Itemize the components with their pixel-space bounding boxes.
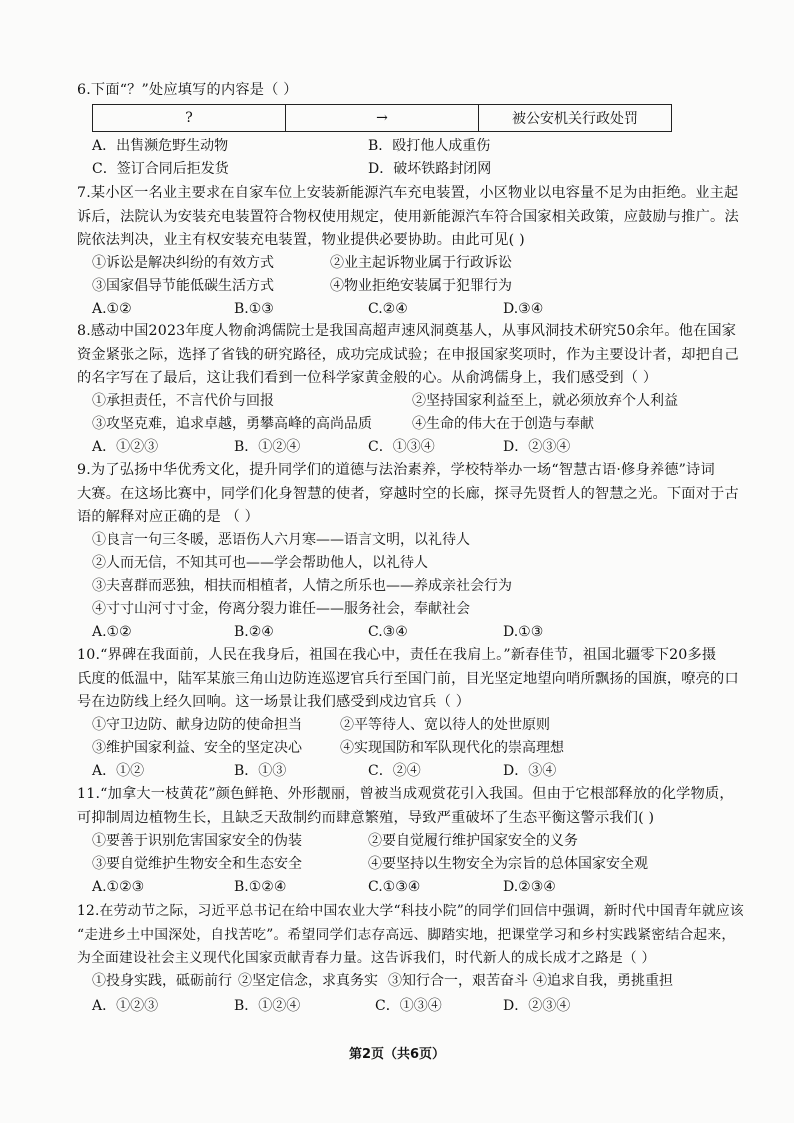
question-11-line-2: 可抑制周边植物生长，且缺乏天敌制约而肆意繁殖，导致严重破坏了生态平衡这警示我们( ): [77, 810, 655, 826]
question-12-option-c: C．①③④: [375, 998, 442, 1014]
question-6-flow-table: [92, 104, 672, 132]
question-12-statement-4: ④追求自我，勇挑重担: [533, 973, 673, 989]
question-9-statement-1: ①良言一句三冬暖，恶语伤人六月寒——语言文明，以礼待人: [92, 532, 470, 548]
question-6-option-b: B．殴打他人成重伤: [368, 138, 491, 154]
question-7-line-2: 诉后，法院认为安装充电装置符合物权使用规定，使用新能源汽车符合国家相关政策，应鼓励与推广。法: [77, 209, 739, 225]
question-11-option-d: D.②③④: [503, 879, 556, 895]
question-12-option-d: D．②③④: [503, 998, 571, 1014]
question-11-statement-3: ③要自觉维护生物安全和生态安全: [92, 856, 302, 872]
question-6-option-c: C．签订合同后拒发货: [92, 161, 229, 177]
question-8-statement-3: ③攻坚克难，追求卓越，勇攀高峰的高尚品质: [92, 416, 372, 432]
question-6-option-a: A．出售濒危野生动物: [92, 138, 229, 154]
question-12-statement-1: ①投身实践，砥砺前行: [92, 973, 232, 989]
question-6-stem: 6.下面“？”处应填写的内容是（ ）: [77, 82, 298, 98]
question-9-option-b: B.②④: [234, 624, 274, 640]
question-12-statement-3: ③知行合一，艰苦奋斗: [388, 973, 528, 989]
question-7-line-3: 院依法判决，业主有权安装充电装置，物业提供必要协助。由此可见( ): [77, 232, 525, 248]
question-9-option-d: D.①③: [503, 624, 544, 640]
question-8-line-3: 的名字写在了最后，这让我们看到一位科学家黄金般的心。从俞鸿儒身上，我们感受到（ ）: [77, 370, 658, 386]
question-10-option-a: A．①②: [92, 763, 145, 779]
question-8-statement-4: ④生命的伟大在于创造与奉献: [412, 416, 594, 432]
question-10-line-3: 号在边防线上经久回响。这一场景让我们感受到戍边官兵（ ）: [77, 694, 471, 710]
flow-cell-arrow: →: [286, 105, 479, 131]
question-12-statement-2: ②坚定信念，求真务实: [238, 973, 378, 989]
question-12-option-a: A．①②③: [92, 998, 159, 1014]
question-10-option-b: B．①③: [234, 763, 287, 779]
question-7-statement-2: ②业主起诉物业属于行政诉讼: [330, 255, 512, 271]
question-11-statement-2: ②要自觉履行维护国家安全的义务: [368, 833, 578, 849]
page-footer: 第2页（共6页）: [348, 1047, 446, 1062]
question-9-line-2: 大赛。在这场比赛中，同学们化身智慧的使者，穿越时空的长廊，探寻先贤哲人的智慧之光。下面对于古: [77, 486, 739, 502]
question-10-statement-1: ①守卫边防、献身边防的使命担当: [92, 717, 302, 733]
question-8-option-d: D．②③④: [503, 439, 571, 455]
flow-cell-result: 被公安机关行政处罚: [512, 111, 638, 127]
question-8-line-2: 资金紧张之际，选择了省钱的研究路径，成功完成试验；在申报国家奖项时，作为主要设计者，却把自己: [77, 347, 739, 363]
question-9-statement-4: ④寸寸山河寸寸金，侉离分裂力谁任——服务社会，奉献社会: [92, 601, 470, 617]
question-12-line-3: 为全面建设社会主义现代化国家贡献青春力量。这告诉我们，时代新人的成长成才之路是（ ）: [77, 950, 656, 966]
question-11-statement-4: ④要坚持以生物安全为宗旨的总体国家安全观: [368, 856, 648, 872]
question-9-line-1: 9.为了弘扬中华优秀文化，提升同学们的道德与法治素养，学校特举办一场“智慧古语·修身养德”诗词: [77, 462, 715, 478]
question-11-option-b: B.①②④: [234, 879, 287, 895]
question-12-option-b: B．①②④: [234, 998, 301, 1014]
question-6-option-d: D．破坏铁路封闭网: [368, 161, 492, 177]
question-9-statement-3: ③夫喜群而恶独，相扶而相植者，人情之所乐也——养成亲社会行为: [92, 578, 512, 594]
question-9-line-3: 语的解释对应正确的是 （ ）: [77, 509, 260, 525]
question-8-option-c: C．①③④: [368, 439, 435, 455]
question-11-line-1: 11.“加拿大一枝黄花”颜色鲜艳、外形靓丽，曾被当成观赏花引入我国。但由于它根部释放的化学物质，: [77, 786, 734, 802]
question-7-option-a: A.①②: [92, 301, 132, 317]
question-11-option-a: A.①②③: [92, 879, 145, 895]
question-10-option-d: D．③④: [503, 763, 557, 779]
question-9-statement-2: ②人而无信，不知其可也——学会帮助他人，以礼待人: [92, 555, 428, 571]
question-11-statement-1: ①要善于识别危害国家安全的伪装: [92, 833, 302, 849]
question-7-statement-1: ①诉讼是解决纠纷的有效方式: [92, 255, 274, 271]
question-9-option-c: C.③④: [368, 624, 408, 640]
question-7-statement-3: ③国家倡导节能低碳生活方式: [92, 278, 274, 294]
question-9-option-a: A.①②: [92, 624, 132, 640]
question-7-option-d: D.③④: [503, 301, 544, 317]
flow-cell-unknown: ?: [93, 105, 286, 131]
question-8-option-b: B．①②④: [234, 439, 301, 455]
question-10-line-1: 10.“界碑在我面前，人民在我身后，祖国在我心中，责任在我肩上。”新春佳节，祖国北疆零下20多摄: [77, 647, 717, 663]
question-11-option-c: C.①③④: [368, 879, 421, 895]
question-10-option-c: C．②④: [368, 763, 421, 779]
question-10-statement-3: ③维护国家利益、安全的坚定决心: [92, 740, 302, 756]
question-8-statement-1: ①承担责任，不言代价与回报: [92, 393, 274, 409]
question-12-line-2: “走进乡土中国深处，自找苦吃”。希望同学们志存高远、脚踏实地，把课堂学习和乡村实践紧密结合起来，: [77, 927, 736, 943]
question-12-line-1: 12.在劳动节之际，习近平总书记在给中国农业大学“科技小院”的同学们回信中强调，新时代中国青年就应该: [77, 903, 744, 919]
question-7-option-b: B.①③: [234, 301, 274, 317]
question-8-line-1: 8.感动中国2023年度人物俞鸿儒院士是我国高超声速风洞奠基人，从事风洞技术研究50余年。他在国家: [77, 323, 737, 339]
question-10-statement-4: ④实现国防和军队现代化的崇高理想: [340, 740, 564, 756]
question-7-statement-4: ④物业拒绝安装属于犯罪行为: [330, 278, 512, 294]
question-8-option-a: A．①②③: [92, 439, 159, 455]
question-7-line-1: 7.某小区一名业主要求在自家车位上安装新能源汽车充电装置，小区物业以电容量不足为由拒绝。业主起: [77, 185, 739, 201]
question-10-statement-2: ②平等待人、宽以待人的处世原则: [340, 717, 550, 733]
question-10-line-2: 氏度的低温中，陆军某旅三角山边防连巡逻官兵行至国门前，目光坚定地望向哨所飘扬的国旗，嘹亮的口: [77, 671, 739, 687]
question-8-statement-2: ②坚持国家利益至上，就必须放弃个人利益: [412, 393, 678, 409]
question-7-option-c: C.②④: [368, 301, 408, 317]
